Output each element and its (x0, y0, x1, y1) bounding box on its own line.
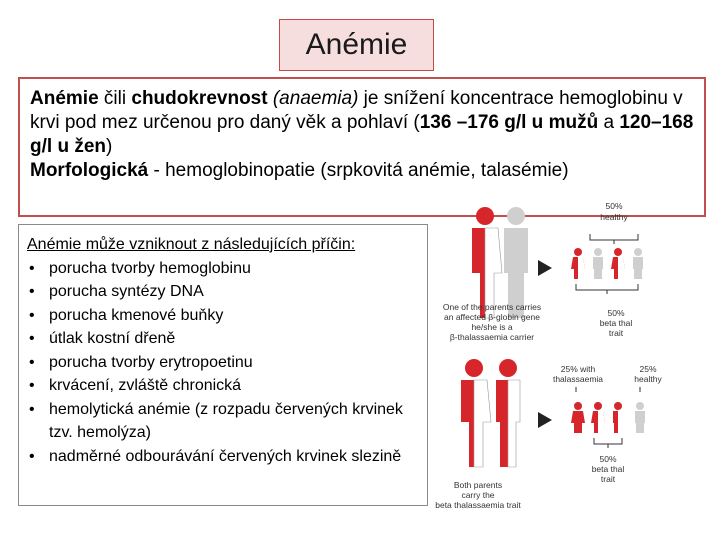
list-item: • nadměrné odbourávání červených krvinek slezině (27, 445, 421, 469)
children-top-icon (571, 248, 643, 279)
range-men: 136 –176 g/l u mužů (419, 112, 599, 133)
label-parents-3: beta thalassaemia trait (435, 500, 521, 510)
label-healthy2-pct: 25% (639, 364, 657, 374)
bracket-bottom (576, 284, 638, 294)
list-item: • porucha kmenové buňky (27, 304, 421, 328)
label-carrier-1: One of the parents carries (442, 302, 542, 312)
thalassaemia-inheritance-figure (430, 196, 715, 526)
label-healthy2: healthy (634, 374, 662, 384)
list-item: • porucha tvorby erytropoetinu (27, 351, 421, 375)
arrow-icon (538, 412, 552, 428)
label-carrier-2: an affected β-globin gene (444, 312, 540, 322)
list-item: • krvácení, zvláště chronická (27, 374, 421, 398)
label-trait-pct: 50% (607, 308, 625, 318)
list-item: • útlak kostní dřeně (27, 327, 421, 351)
label-trait2-pct: 50% (599, 454, 617, 464)
children-bottom-icon (571, 402, 645, 433)
bracket-middle (594, 438, 622, 448)
label-trait2-1: beta thal (591, 464, 625, 474)
definition-latin: (anaemia) (272, 88, 359, 109)
label-parents-2: carry the (461, 490, 495, 500)
label-healthy: healthy (600, 212, 628, 222)
list-item: • hemolytická anémie (z rozpadu červených krvinek tzv. hemolýza) (27, 398, 421, 445)
label-healthy-pct: 50% (605, 201, 623, 211)
label-trait2-2: trait (600, 474, 616, 484)
causes-box (18, 224, 428, 506)
causes-heading: Anémie může vzniknout z následujících příčin: (27, 236, 356, 253)
list-item: • porucha tvorby hemoglobinu (27, 257, 421, 281)
label-carrier-3: he/she is a (471, 322, 513, 332)
list-item: • porucha syntézy DNA (27, 280, 421, 304)
label-parents-1: Both parents (453, 480, 503, 490)
definition-and: a (598, 112, 620, 133)
definition-close: ) (106, 136, 113, 157)
arrow-icon (538, 260, 552, 276)
label-thal: thalassaemia (552, 374, 604, 384)
label-thal-pct: 25% with (560, 364, 596, 374)
parent-carrier-right-icon (496, 359, 520, 467)
causes-list (27, 257, 421, 469)
morphology-text: - hemoglobinopatie (srpkovitá anémie, talasémie) (148, 160, 569, 181)
definition-connector: čili (98, 88, 132, 109)
label-trait-2: trait (608, 328, 624, 338)
definition-synonym: chudokrevnost (131, 88, 268, 109)
label-carrier-4: β-thalassaemia carrier (449, 332, 535, 342)
title-box (279, 19, 434, 71)
definition-text: je snížení koncentrace hemoglobinu v krvi pod mez určenou pro daný věk a pohlaví ( (30, 88, 683, 133)
bracket-top (590, 234, 638, 244)
parent-carrier-left-icon (461, 359, 491, 467)
morphology-label: Morfologická (30, 160, 149, 181)
range-women: 120–168 g/l u žen (30, 112, 694, 157)
page-title: Anémie (305, 28, 408, 61)
label-trait-1: beta thal (599, 318, 633, 328)
definition-term: Anémie (30, 88, 99, 109)
